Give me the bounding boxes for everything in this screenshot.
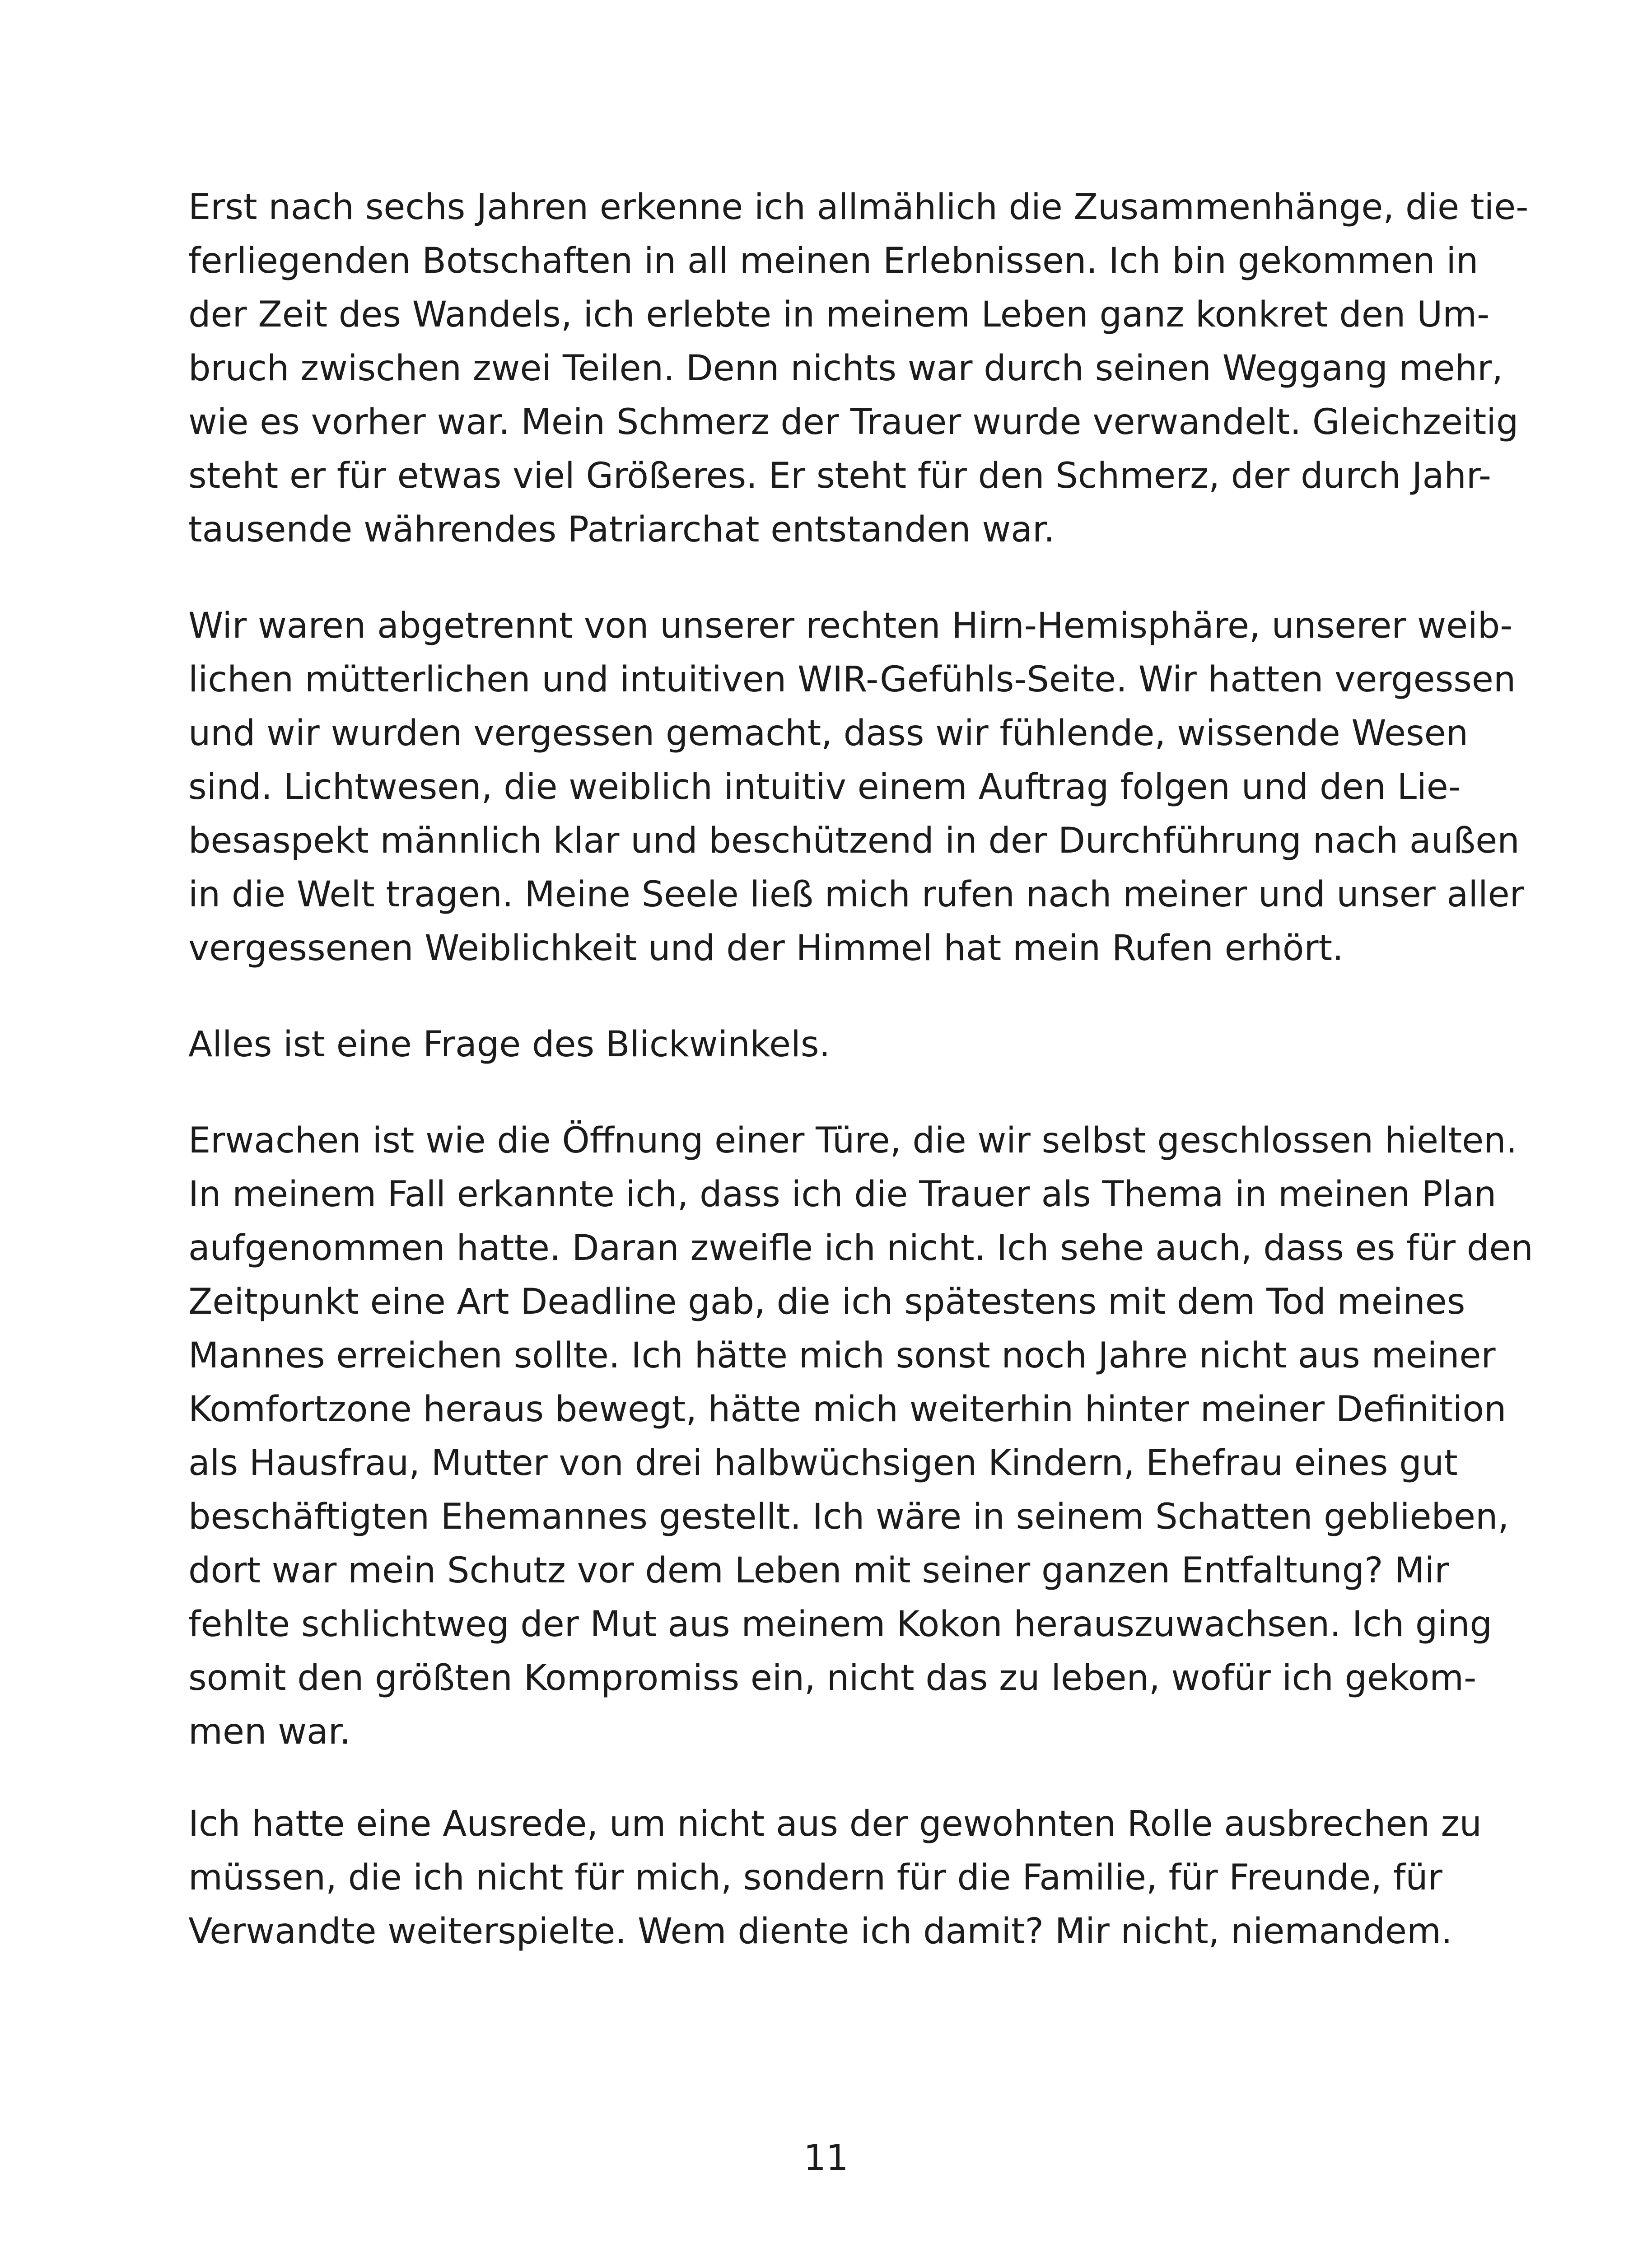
text-line: der Zeit des Wandels, ich erlebte in meinem Leben ganz konkret den Um-	[188, 294, 1490, 335]
text-line: In meinem Fall erkannte ich, dass ich die Trauer als Thema in meinen Plan	[188, 1174, 1497, 1215]
text-line: beschäftigten Ehemannes gestellt. Ich wäre in seinem Schatten geblieben,	[188, 1497, 1509, 1537]
text-line: und wir wurden vergessen gemacht, dass wir fühlende, wissende Wesen	[188, 713, 1469, 754]
text-line: Alles ist eine Frage des Blickwinkels.	[188, 1024, 831, 1065]
text-line: fehlte schlichtweg der Mut aus meinem Kokon herauszuwachsen. Ich ging	[188, 1604, 1493, 1645]
text-line: Erst nach sechs Jahren erkenne ich allmählich die Zusammenhänge, die tie-	[188, 187, 1529, 228]
text-line: Ich hatte eine Ausrede, um nicht aus der gewohnten Rolle ausbrechen zu	[188, 1804, 1482, 1844]
text-line: Verwandte weiterspielte. Wem diente ich damit? Mir nicht, niemandem.	[188, 1911, 1452, 1952]
paragraph-5	[188, 1797, 1498, 1959]
text-line: steht er für etwas viel Größeres. Er steht für den Schmerz, der durch Jahr-	[188, 456, 1492, 496]
paragraph-2	[188, 599, 1524, 975]
text-line: müssen, die ich nicht für mich, sondern für die Familie, für Freunde, für	[188, 1857, 1442, 1898]
paragraph-1	[188, 181, 1529, 557]
page-number: 11	[803, 2138, 849, 2179]
text-line: Erwachen ist wie die Öffnung einer Türe, die wir selbst geschlossen hielten.	[188, 1120, 1517, 1161]
text-line: vergessenen Weiblichkeit und der Himmel hat mein Rufen erhört.	[188, 928, 1344, 969]
text-line: Zeitpunkt eine Art Deadline gab, die ich spätestens mit dem Tod meines	[188, 1282, 1465, 1322]
paragraph-4	[188, 1114, 1533, 1759]
text-line: dort war mein Schutz vor dem Leben mit seiner ganzen Entfaltung? Mir	[188, 1550, 1449, 1591]
text-line: als Hausfrau, Mutter von drei halbwüchsigen Kindern, Ehefrau eines gut	[188, 1443, 1458, 1484]
text-line: tausende währendes Patriarchat entstanden war.	[188, 509, 1055, 550]
text-line: bruch zwischen zwei Teilen. Denn nichts war durch seinen Weggang mehr,	[188, 348, 1503, 389]
text-line: somit den größten Kompromiss ein, nicht das zu leben, wofür ich gekom-	[188, 1658, 1477, 1698]
text-line: lichen mütterlichen und intuitiven WIR-Gefühls-Seite. Wir hatten vergessen	[188, 659, 1516, 700]
text-line: men war.	[188, 1712, 351, 1752]
text-line: wie es vorher war. Mein Schmerz der Trauer wurde verwandelt. Gleichzeitig	[188, 402, 1519, 443]
paragraph-3	[188, 1018, 1498, 1072]
text-line: aufgenommen hatte. Daran zweifle ich nicht. Ich sehe auch, dass es für den	[188, 1228, 1533, 1269]
text-line: sind. Lichtwesen, die weiblich intuitiv einem Auftrag folgen und den Lie-	[188, 767, 1461, 807]
text-line: ferliegenden Botschaften in all meinen Erlebnissen. Ich bin gekommen in	[188, 241, 1479, 281]
text-line: Mannes erreichen sollte. Ich hätte mich sonst noch Jahre nicht aus meiner	[188, 1335, 1496, 1376]
text-line: Komfortzone heraus bewegt, hätte mich weiterhin hinter meiner Definition	[188, 1389, 1507, 1430]
text-line: in die Welt tragen. Meine Seele ließ mich rufen nach meiner und unser aller	[188, 874, 1524, 915]
text-line: Wir waren abgetrennt von unserer rechten Hirn-Hemisphäre, unserer weib-	[188, 606, 1513, 646]
text-line: besaspekt männlich klar und beschützend in der Durchführung nach außen	[188, 821, 1520, 861]
body-text	[188, 181, 1533, 2001]
